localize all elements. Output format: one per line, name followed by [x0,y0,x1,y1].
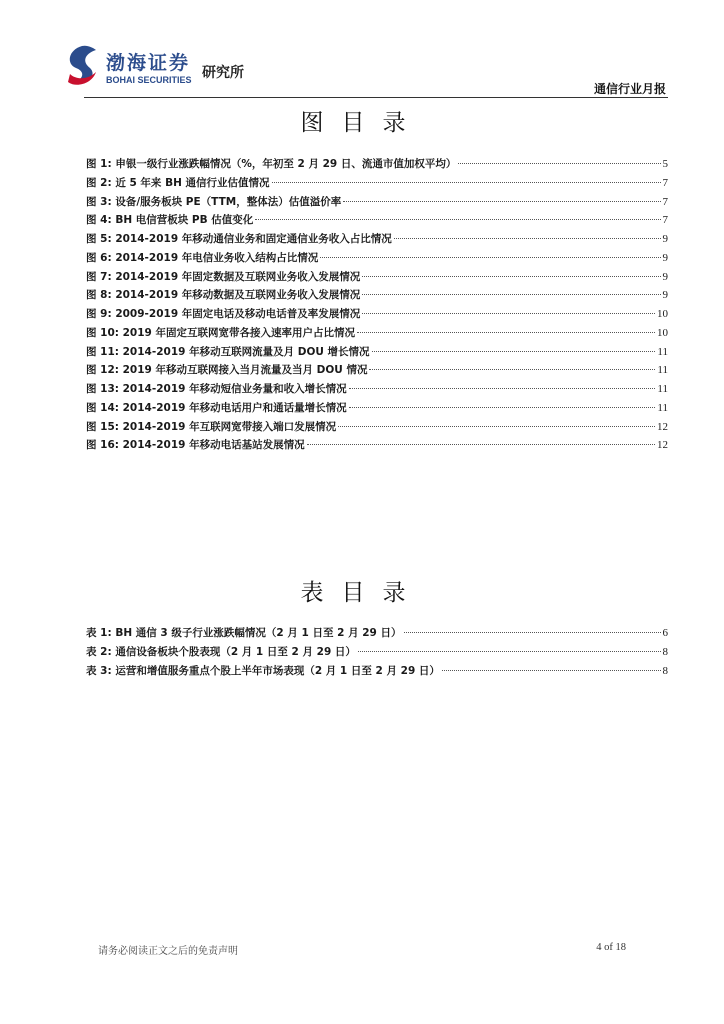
toc-leader [362,276,660,277]
toc-leader [358,651,661,652]
toc-entry[interactable] [86,250,668,269]
figures-toc-title: 图目录 [300,110,424,136]
company-logo [62,44,262,96]
toc-entry-page: 9 [662,233,668,245]
toc-entry[interactable] [86,381,668,400]
toc-entry-page: 8 [662,664,668,677]
toc-leader [357,332,655,333]
logo-institute: 研究所 [202,65,244,81]
toc-entry-label: 图 11: 2014-2019 年移动互联网流量及月 DOU 增长情况 [86,345,370,358]
toc-entry-label: 图 15: 2014-2019 年互联网宽带接入端口发展情况 [86,420,337,433]
toc-entry-page: 9 [662,251,668,264]
toc-entry-page: 11 [657,401,668,414]
toc-entry[interactable] [86,269,668,288]
toc-entry-page: 6 [662,627,668,639]
toc-leader [272,182,661,183]
toc-entry[interactable] [86,625,668,644]
toc-leader [255,219,660,220]
toc-entry-page: 7 [662,176,668,189]
toc-entry-label: 图 13: 2014-2019 年移动短信业务量和收入增长情况 [86,383,347,395]
toc-entry-page: 11 [657,364,668,377]
toc-entry-label: 表 2: 通信设备板块个股表现（2 月 1 日至 2 月 29 日） [86,645,356,658]
toc-entry-label: 图 10: 2019 年固定互联网宽带各接入速率用户占比情况 [86,326,356,339]
toc-entry-page: 9 [662,289,668,302]
toc-leader [442,670,661,671]
toc-entry-page: 12 [657,420,668,433]
page-indicator: 4 of 18 [596,942,626,953]
toc-entry-page: 9 [662,270,668,283]
toc-entry[interactable] [86,663,668,682]
toc-entry-page: 11 [657,383,668,395]
toc-entry-page: 10 [657,308,668,320]
toc-leader [404,632,661,633]
toc-entry-label: 图 12: 2019 年移动互联网接入当月流量及当月 DOU 情况 [86,364,368,377]
toc-entry-label: 图 8: 2014-2019 年移动数据及互联网业务收入发展情况 [86,289,361,302]
toc-entry-label: 表 1: BH 通信 3 级子行业涨跌幅情况（2 月 1 日至 2 月 29 日） [86,627,402,639]
toc-entry-page: 8 [662,645,668,658]
tables-toc-title: 表目录 [300,580,424,606]
toc-entry[interactable] [86,437,668,456]
report-type: 通信行业月报 [593,82,666,96]
toc-entry[interactable] [86,212,668,231]
toc-entry[interactable] [86,287,668,306]
header-divider [84,97,668,98]
toc-entry[interactable] [86,344,668,363]
toc-entry-label: 图 1: 申银一级行业涨跌幅情况（%，年初至 2 月 29 日、流通市值加权平均） [86,158,457,170]
toc-entry[interactable] [86,419,668,438]
toc-entry[interactable] [86,362,668,381]
toc-entry-label: 图 7: 2014-2019 年固定数据及互联网业务收入发展情况 [86,270,361,283]
toc-entry-label: 图 16: 2014-2019 年移动电话基站发展情况 [86,439,305,452]
toc-entry[interactable] [86,231,668,250]
toc-entry-label: 图 4: BH 电信营板块 PB 估值变化 [86,214,254,227]
toc-leader [369,369,655,370]
toc-leader [320,257,660,258]
toc-leader [307,444,655,445]
toc-leader [362,294,660,295]
toc-leader [394,238,661,239]
toc-entry[interactable] [86,194,668,213]
toc-leader [343,201,660,202]
footer-disclaimer: 请务必阅读正文之后的免责声明 [98,946,238,957]
toc-entry-label: 图 3: 设备/服务板块 PE（TTM，整体法）估值溢价率 [86,195,342,208]
toc-entry[interactable] [86,644,668,663]
toc-entry-label: 图 2: 近 5 年来 BH 通信行业估值情况 [86,176,270,189]
logo-english-name: BOHAI SECURITIES [106,75,192,85]
logo-chinese-name: 渤海证券 [106,52,191,74]
toc-entry-label: 图 14: 2014-2019 年移动电话用户和通话量增长情况 [86,401,347,414]
toc-entry[interactable] [86,156,668,175]
bohai-logo-mark-icon [62,44,102,90]
toc-entry-page: 5 [662,158,668,170]
toc-leader [362,313,655,314]
toc-leader [372,351,656,352]
toc-entry-page: 11 [657,345,668,358]
toc-entry[interactable] [86,400,668,419]
toc-entry-page: 10 [657,326,668,339]
toc-entry[interactable] [86,325,668,344]
toc-leader [458,163,660,164]
toc-entry-page: 7 [662,195,668,208]
toc-entry-label: 表 3: 运营和增值服务重点个股上半年市场表现（2 月 1 日至 2 月 29 日） [86,664,440,677]
toc-entry[interactable] [86,175,668,194]
toc-entry[interactable] [86,306,668,325]
toc-entry-page: 12 [657,439,668,452]
figures-toc-list [86,156,668,456]
toc-entry-page: 7 [662,214,668,227]
toc-entry-label: 图 9: 2009-2019 年固定电话及移动电话普及率发展情况 [86,308,361,320]
tables-toc-list [86,625,668,681]
toc-entry-label: 图 6: 2014-2019 年电信业务收入结构占比情况 [86,251,319,264]
toc-leader [338,426,655,427]
toc-leader [349,407,656,408]
toc-entry-label: 图 5: 2014-2019 年移动通信业务和固定通信业务收入占比情况 [86,233,392,245]
toc-leader [349,388,656,389]
